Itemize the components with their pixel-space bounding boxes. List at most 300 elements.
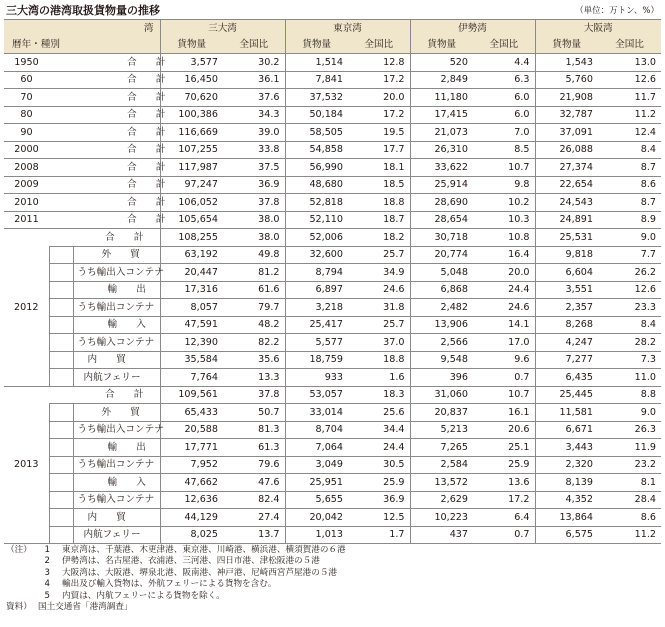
table-row (4, 71, 661, 89)
cell-share: 25.7 (383, 249, 405, 261)
table-row (4, 369, 661, 387)
table-row (4, 229, 661, 247)
table-row (4, 316, 661, 334)
cell-volume: 18,759 (285, 351, 348, 369)
cell-volume: 2,357 (535, 299, 598, 317)
cell-share: 34.3 (258, 109, 280, 121)
cell-volume: 31,060 (410, 386, 473, 404)
cell-share: 26.2 (634, 266, 657, 278)
cell-share: 19.5 (383, 126, 405, 138)
cell-share: 17.2 (383, 109, 405, 121)
note-line (6, 568, 346, 579)
cell-share: 18.1 (383, 161, 405, 173)
row-category: 合 計 (127, 91, 166, 103)
cell-volume: 25,914 (410, 176, 473, 194)
table-row (4, 526, 661, 544)
cell-share: 23.2 (634, 459, 657, 471)
cell-share: 25.7 (383, 319, 405, 331)
cell-volume: 17,415 (410, 106, 473, 124)
row-category: 合 計 (105, 231, 144, 243)
note-number: 2 (44, 556, 50, 567)
table-row (4, 439, 661, 457)
row-year: 2010 (14, 196, 39, 208)
table-row (4, 89, 661, 107)
header-sub-share: 全国比 (348, 37, 410, 54)
cell-share: 10.2 (508, 196, 530, 208)
row-category: 合 計 (127, 179, 166, 191)
cell-volume: 6,868 (410, 281, 473, 299)
cell-share: 25.9 (508, 459, 530, 471)
cell-volume: 2,566 (410, 334, 473, 352)
row-indent (49, 404, 73, 422)
cell-volume: 100,386 (160, 106, 223, 124)
row-category: うち輸出入コンテナ (73, 264, 160, 282)
row-category: 合 計 (127, 74, 166, 86)
cell-share: 82.2 (258, 336, 280, 348)
cell-share: 9.0 (640, 231, 657, 243)
row-category: 輸 出 (73, 439, 160, 457)
row-year: 70 (20, 91, 33, 103)
row-category: 合 計 (127, 144, 166, 156)
row-category: 内航フェリー (73, 526, 160, 544)
cell-volume: 3,049 (285, 456, 348, 474)
cell-share: 61.6 (258, 284, 280, 296)
row-indent (49, 474, 73, 492)
cell-share: 6.0 (514, 91, 530, 103)
cell-share: 34.9 (383, 266, 405, 278)
cell-volume: 7,841 (285, 71, 348, 89)
cell-volume: 105,654 (160, 211, 223, 229)
cell-volume: 52,006 (285, 229, 348, 247)
row-category: うち輸出コンテナ (73, 456, 160, 474)
cell-share: 8.4 (640, 144, 657, 156)
note-text: 内貿は、内航フェリーによる貨物を除く。 (62, 590, 225, 601)
cell-share: 30.2 (258, 56, 280, 68)
row-category: 内 貿 (73, 509, 160, 527)
cell-share: 36.9 (258, 179, 280, 191)
cell-volume: 35,584 (160, 351, 223, 369)
cell-share: 79.7 (258, 301, 280, 313)
row-category: 合 計 (127, 109, 166, 121)
cell-share: 25.6 (383, 406, 405, 418)
cell-volume: 20,837 (410, 404, 473, 422)
cell-volume: 97,247 (160, 176, 223, 194)
cell-volume: 5,577 (285, 334, 348, 352)
cell-volume: 24,543 (535, 194, 598, 212)
cell-share: 35.6 (258, 354, 280, 366)
row-year: 2008 (14, 161, 39, 173)
cell-volume: 3,577 (160, 54, 223, 72)
row-category: 合 計 (127, 56, 166, 68)
header-sub-share: 全国比 (223, 37, 285, 54)
cell-volume: 4,352 (535, 491, 598, 509)
table-row (4, 124, 661, 142)
cell-volume: 25,951 (285, 474, 348, 492)
cell-volume: 63,192 (160, 246, 223, 264)
cell-share: 0.7 (514, 371, 530, 383)
cell-volume: 24,891 (535, 211, 598, 229)
cell-share: 37.8 (258, 196, 280, 208)
cell-share: 17.0 (508, 336, 530, 348)
cell-share: 6.0 (514, 109, 530, 121)
row-category: 内 貿 (73, 351, 160, 369)
cell-share: 8.6 (640, 511, 657, 523)
cell-share: 49.8 (258, 249, 280, 261)
row-category: 外 貿 (73, 246, 160, 264)
cell-share: 12.6 (634, 284, 657, 296)
cell-volume: 11,581 (535, 404, 598, 422)
cell-volume: 396 (410, 369, 473, 387)
cell-share: 28.2 (634, 336, 657, 348)
cell-volume: 20,447 (160, 264, 223, 282)
cell-volume: 1,543 (535, 54, 598, 72)
cell-volume: 7,265 (410, 439, 473, 457)
row-category: うち輸出コンテナ (73, 299, 160, 317)
table-row (4, 509, 661, 527)
cell-volume: 58,505 (285, 124, 348, 142)
row-indent (49, 281, 73, 299)
cell-volume: 27,374 (535, 159, 598, 177)
cell-share: 37.6 (258, 91, 280, 103)
cell-share: 18.3 (383, 389, 405, 401)
cell-volume: 7,764 (160, 369, 223, 387)
header-group-ise-bay: 伊勢湾 (410, 20, 535, 37)
header-sub-volume: 貨物量 (285, 37, 348, 54)
cell-share: 36.1 (258, 74, 280, 86)
row-category: うち輸出入コンテナ (73, 421, 160, 439)
cell-volume: 4,247 (535, 334, 598, 352)
table-row (4, 54, 661, 72)
cell-volume: 5,655 (285, 491, 348, 509)
cell-volume: 8,268 (535, 316, 598, 334)
cell-share: 33.8 (258, 144, 280, 156)
row-indent (49, 351, 73, 369)
cell-share: 18.7 (383, 214, 405, 226)
cell-volume: 7,952 (160, 456, 223, 474)
cell-volume: 117,987 (160, 159, 223, 177)
row-year: 2000 (14, 144, 39, 156)
cell-volume: 13,864 (535, 509, 598, 527)
note-line (6, 545, 346, 556)
note-number: 4 (44, 579, 50, 590)
cell-volume: 933 (285, 369, 348, 387)
row-year: 2009 (14, 179, 39, 191)
cell-volume: 20,588 (160, 421, 223, 439)
cell-share: 8.5 (514, 144, 530, 156)
source-key: 資料） (6, 602, 32, 613)
cell-share: 8.6 (640, 179, 657, 191)
note-number: 3 (44, 567, 50, 578)
cell-share: 4.4 (514, 56, 530, 68)
note-text: 伊勢湾は、名古屋港、衣浦港、三河港、四日市港、津松阪港の５港 (62, 556, 320, 567)
cell-volume: 2,320 (535, 456, 598, 474)
source-line (6, 602, 346, 613)
cell-volume: 32,600 (285, 246, 348, 264)
cell-share: 37.5 (258, 161, 280, 173)
table-row (4, 176, 661, 194)
table-row (4, 334, 661, 352)
cell-volume: 6,897 (285, 281, 348, 299)
cell-share: 13.6 (508, 476, 530, 488)
cell-share: 23.3 (634, 301, 657, 313)
header-corner-top: 湾 (4, 20, 160, 37)
cell-share: 27.4 (258, 511, 280, 523)
cell-share: 20.0 (508, 266, 530, 278)
cell-volume: 10,223 (410, 509, 473, 527)
cell-volume: 30,718 (410, 229, 473, 247)
cell-volume: 2,849 (410, 71, 473, 89)
table-row (4, 456, 661, 474)
row-category: 合 計 (127, 161, 166, 173)
cell-volume: 37,532 (285, 89, 348, 107)
row-indent (49, 369, 73, 387)
header-sub-share: 全国比 (473, 37, 535, 54)
row-category: 輸 入 (73, 316, 160, 334)
cell-share: 12.4 (634, 126, 657, 138)
row-indent (49, 491, 73, 509)
cell-share: 17.2 (508, 494, 530, 506)
cell-share: 38.0 (258, 231, 280, 243)
cell-share: 9.0 (640, 406, 657, 418)
cell-share: 7.3 (640, 354, 657, 366)
cell-share: 34.4 (383, 424, 405, 436)
cell-volume: 47,591 (160, 316, 223, 334)
row-indent (49, 526, 73, 544)
cell-share: 38.0 (258, 214, 280, 226)
cell-volume: 8,704 (285, 421, 348, 439)
note-number: 1 (44, 545, 50, 555)
cell-share: 24.4 (383, 441, 405, 453)
row-category: 合 計 (127, 214, 166, 226)
row-indent (49, 334, 73, 352)
cell-share: 6.3 (514, 74, 530, 86)
table-row (4, 421, 661, 439)
note-line (6, 556, 346, 567)
cell-share: 50.7 (258, 406, 280, 418)
row-indent (49, 421, 73, 439)
row-category: 外 貿 (73, 404, 160, 422)
table-row (4, 491, 661, 509)
cell-share: 20.0 (383, 91, 405, 103)
cell-volume: 13,572 (410, 474, 473, 492)
cell-volume: 3,218 (285, 299, 348, 317)
cell-share: 13.0 (634, 56, 657, 68)
cell-share: 10.8 (508, 231, 530, 243)
cell-share: 8.4 (640, 319, 657, 331)
cell-share: 82.4 (258, 494, 280, 506)
cell-share: 37.8 (258, 389, 280, 401)
cell-share: 30.5 (383, 459, 405, 471)
cell-volume: 11,180 (410, 89, 473, 107)
cell-share: 1.7 (348, 526, 410, 544)
cell-volume: 21,073 (410, 124, 473, 142)
row-indent (49, 316, 73, 334)
cell-share: 7.7 (640, 249, 657, 261)
table-row (4, 106, 661, 124)
cell-share: 18.8 (383, 354, 405, 366)
cell-share: 48.2 (258, 319, 280, 331)
cell-share: 31.8 (383, 301, 405, 313)
note-number: 5 (44, 590, 50, 601)
cell-volume: 56,990 (285, 159, 348, 177)
row-year: 2011 (14, 214, 39, 226)
source-text: 国土交通省「港湾調査」 (38, 602, 133, 613)
cell-share: 25.1 (508, 441, 530, 453)
cell-share: 11.7 (634, 91, 657, 103)
cell-volume: 44,129 (160, 509, 223, 527)
cell-volume: 33,622 (410, 159, 473, 177)
row-category: うち輸入コンテナ (73, 334, 160, 352)
cell-share: 7.0 (514, 126, 530, 138)
row-year: 80 (20, 109, 33, 121)
cell-volume: 53,057 (285, 386, 348, 404)
cell-share: 9.6 (514, 354, 530, 366)
cell-volume: 437 (410, 526, 473, 544)
cell-share: 20.6 (508, 424, 530, 436)
row-indent (49, 246, 73, 264)
table-row (4, 351, 661, 369)
cell-volume: 3,551 (535, 281, 598, 299)
cell-volume: 5,048 (410, 264, 473, 282)
row-category: 内航フェリー (73, 369, 160, 387)
row-category: うち輸入コンテナ (73, 491, 160, 509)
cell-share: 24.4 (508, 284, 530, 296)
cell-share: 8.8 (640, 389, 657, 401)
cell-volume: 9,818 (535, 246, 598, 264)
cell-share: 9.8 (514, 179, 530, 191)
table-row (4, 246, 661, 264)
cell-volume: 32,787 (535, 106, 598, 124)
cell-volume: 48,680 (285, 176, 348, 194)
cell-volume: 109,561 (160, 386, 223, 404)
cell-volume: 2,482 (410, 299, 473, 317)
cell-volume: 116,669 (160, 124, 223, 142)
cell-volume: 1,514 (285, 54, 348, 72)
cell-volume: 17,771 (160, 439, 223, 457)
cell-share: 10.3 (508, 214, 530, 226)
table-row (4, 211, 661, 229)
cell-volume: 20,774 (410, 246, 473, 264)
cell-volume: 8,057 (160, 299, 223, 317)
table-row (4, 404, 661, 422)
cell-share: 26.3 (634, 424, 657, 436)
cell-share: 11.2 (634, 109, 657, 121)
row-category: 合 計 (105, 389, 144, 401)
note-line (6, 591, 346, 602)
table-row (4, 194, 661, 212)
cell-share: 11.0 (634, 371, 657, 383)
cell-volume: 26,310 (410, 141, 473, 159)
cell-volume: 106,052 (160, 194, 223, 212)
notes (6, 545, 346, 613)
cell-volume: 107,255 (160, 141, 223, 159)
cell-volume: 12,390 (160, 334, 223, 352)
cell-volume: 6,575 (535, 526, 598, 544)
cell-volume: 52,110 (285, 211, 348, 229)
header-sub-volume: 貨物量 (160, 37, 223, 54)
cell-volume: 25,445 (535, 386, 598, 404)
cell-share: 18.8 (383, 196, 405, 208)
cell-share: 28.4 (634, 494, 657, 506)
cell-volume: 5,760 (535, 71, 598, 89)
cell-volume: 3,443 (535, 439, 598, 457)
cell-volume: 108,255 (160, 229, 223, 247)
cell-volume: 9,548 (410, 351, 473, 369)
cell-volume: 47,662 (160, 474, 223, 492)
cell-share: 17.2 (383, 74, 405, 86)
row-year: 90 (20, 126, 33, 138)
cell-share: 81.2 (258, 266, 280, 278)
cell-volume: 50,184 (285, 106, 348, 124)
cell-volume: 52,818 (285, 194, 348, 212)
header-sub-volume: 貨物量 (535, 37, 598, 54)
cell-volume: 26,088 (535, 141, 598, 159)
cell-volume: 5,213 (410, 421, 473, 439)
cell-share: 81.3 (258, 424, 280, 436)
cargo-table (4, 19, 661, 544)
cell-volume: 65,433 (160, 404, 223, 422)
cell-share: 12.5 (383, 511, 405, 523)
cell-share: 24.6 (508, 301, 530, 313)
cell-volume: 12,636 (160, 491, 223, 509)
cell-share: 8.9 (640, 214, 657, 226)
header-group-osaka-bay: 大阪湾 (535, 20, 661, 37)
table-row (4, 281, 661, 299)
note-key: （注） (6, 545, 32, 555)
cell-volume: 6,604 (535, 264, 598, 282)
cell-volume: 28,690 (410, 194, 473, 212)
row-indent (49, 299, 73, 317)
cell-share: 61.3 (258, 441, 280, 453)
cell-share: 17.7 (383, 144, 405, 156)
cell-volume: 7,277 (535, 351, 598, 369)
cell-share: 11.2 (598, 526, 661, 544)
table-row (4, 386, 661, 404)
cell-share: 0.7 (473, 526, 535, 544)
cell-share: 37.0 (383, 336, 405, 348)
row-indent (49, 509, 73, 527)
row-category: 輸 出 (73, 281, 160, 299)
row-category: 合 計 (127, 126, 166, 138)
cell-volume: 20,042 (285, 509, 348, 527)
cell-volume: 17,316 (160, 281, 223, 299)
cell-share: 10.7 (508, 389, 530, 401)
cell-volume: 54,858 (285, 141, 348, 159)
cell-share: 6.4 (514, 511, 530, 523)
cell-volume: 2,584 (410, 456, 473, 474)
cell-share: 13.3 (258, 371, 280, 383)
row-year: 2013 (4, 386, 49, 544)
row-year: 2012 (4, 229, 49, 387)
cell-share: 24.6 (383, 284, 405, 296)
note-line (6, 579, 346, 590)
row-indent (49, 439, 73, 457)
cell-share: 79.6 (258, 459, 280, 471)
cell-share: 8.1 (640, 476, 657, 488)
table-title: 三大湾の港湾取扱貨物量の推移 (6, 4, 160, 17)
cell-volume: 6,671 (535, 421, 598, 439)
cell-volume: 33,014 (285, 404, 348, 422)
cell-share: 8.7 (640, 196, 657, 208)
row-year: 60 (20, 74, 33, 86)
cell-share: 18.2 (383, 231, 405, 243)
cell-share: 14.1 (508, 319, 530, 331)
cell-share: 16.1 (508, 406, 530, 418)
cell-share: 36.9 (383, 494, 405, 506)
cell-share: 39.0 (258, 126, 280, 138)
cell-share: 10.7 (508, 161, 530, 173)
cell-volume: 25,417 (285, 316, 348, 334)
